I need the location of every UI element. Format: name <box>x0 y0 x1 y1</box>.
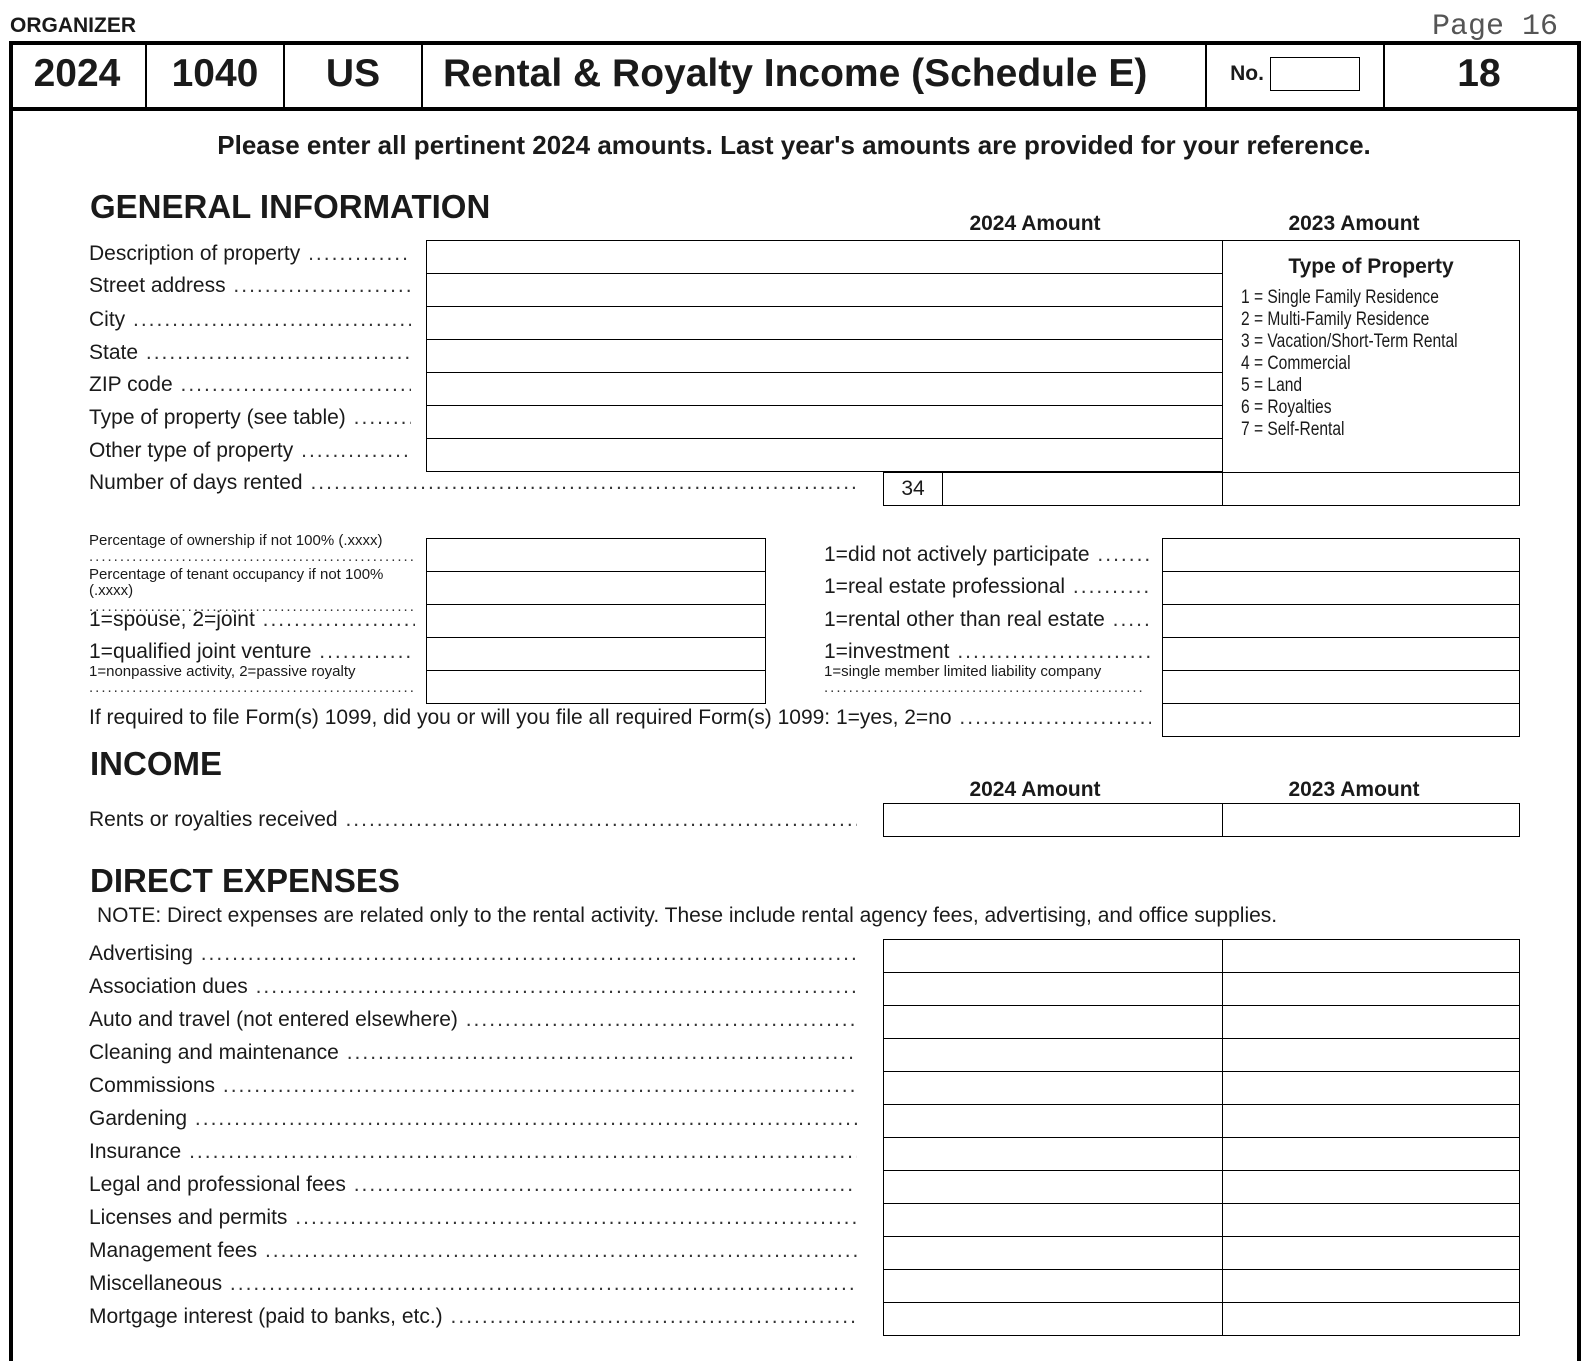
city-input[interactable] <box>426 306 1223 340</box>
section-heading-general: GENERAL INFORMATION <box>90 188 491 225</box>
expense-label: Mortgage interest (paid to banks, etc.) ..... <box>89 1305 857 1329</box>
label-spouse-joint: 1=spouse, 2=joint ..... <box>89 608 415 632</box>
state-input[interactable] <box>426 339 1223 373</box>
label-not-active: 1=did not actively participate ..... <box>824 543 1150 567</box>
label-other-type: Other type of property ..... <box>89 439 411 463</box>
col-2023-income: 2023 Amount <box>1288 778 1420 801</box>
expense-2024-input[interactable] <box>883 1137 1223 1171</box>
number-label: No. <box>1230 62 1264 85</box>
expense-2023-input[interactable] <box>1222 1038 1520 1072</box>
expense-2024-input[interactable] <box>883 1005 1223 1039</box>
expense-2023-input[interactable] <box>1222 939 1520 973</box>
expense-label: Auto and travel (not entered elsewhere) ..... <box>89 1008 857 1032</box>
expense-label: Management fees ..... <box>89 1239 857 1263</box>
legend-item: 3 = Vacation/Short-Term Rental <box>1241 331 1458 352</box>
number-input[interactable] <box>1270 57 1360 91</box>
label-street: Street address ..... <box>89 274 411 298</box>
label-investment: 1=investment ..... <box>824 640 1150 664</box>
expense-2023-input[interactable] <box>1222 1203 1520 1237</box>
label-qualified-jv: 1=qualified joint venture ..... <box>89 640 415 664</box>
legend-item: 7 = Self-Rental <box>1241 419 1345 440</box>
expense-2024-input[interactable] <box>883 1170 1223 1204</box>
smllc-input[interactable] <box>1162 670 1520 704</box>
label-description: Description of property ..... <box>89 242 411 266</box>
expense-2024-input[interactable] <box>883 939 1223 973</box>
street-input[interactable] <box>426 273 1223 307</box>
label-tenant-occupancy-pct: Percentage of tenant occupancy if not 100% (.xxxx) ..... <box>89 567 415 615</box>
label-rents-received: Rents or royalties received ..... <box>89 808 857 832</box>
days-rented-value[interactable]: 34 <box>883 472 943 506</box>
form-header <box>9 41 1581 111</box>
expense-2024-input[interactable] <box>883 1236 1223 1270</box>
legend-item: 4 = Commercial <box>1241 353 1351 374</box>
label-state: State ..... <box>89 341 411 365</box>
col-2024-general: 2024 Amount <box>969 212 1101 235</box>
instructions: Please enter all pertinent 2024 amounts. Last year's amounts are provided for your reference. <box>217 130 1371 160</box>
label-days-rented: Number of days rented ..... <box>89 471 855 495</box>
spouse-joint-input[interactable] <box>426 604 766 638</box>
label-type: Type of property (see table) ..... <box>89 406 411 430</box>
section-number: 18 <box>1457 52 1501 95</box>
label-smllc: 1=single member limited liability company ..... <box>824 664 1146 696</box>
direct-expenses-note: NOTE: Direct expenses are related only to the rental activity. These include rental agency fees, advertising, and office supplies. <box>97 904 1278 927</box>
expense-label: Commissions ..... <box>89 1074 857 1098</box>
description-input[interactable] <box>426 240 1223 274</box>
jurisdiction: US <box>285 41 423 107</box>
expense-label: Legal and professional fees ..... <box>89 1173 857 1197</box>
organizer-label: ORGANIZER <box>10 14 136 37</box>
rental-other-input[interactable] <box>1162 604 1520 638</box>
label-ownership-pct: Percentage of ownership if not 100% (.xxxx) ..... <box>89 533 415 565</box>
rents-2023-input[interactable] <box>1222 803 1520 837</box>
expense-label: Association dues ..... <box>89 975 857 999</box>
label-city: City ..... <box>89 308 411 332</box>
number-field-group <box>1207 41 1385 107</box>
property-type-legend <box>1222 240 1520 473</box>
expense-2024-input[interactable] <box>883 1269 1223 1303</box>
qualified-jv-input[interactable] <box>426 637 766 671</box>
zip-input[interactable] <box>426 372 1223 406</box>
label-form-1099: If required to file Form(s) 1099, did you or will you file all required Form(s) 1099: 1=yes, 2=no ..... <box>89 706 1151 730</box>
expense-2023-input[interactable] <box>1222 1005 1520 1039</box>
label-rental-other: 1=rental other than real estate ..... <box>824 608 1150 632</box>
expense-2023-input[interactable] <box>1222 1170 1520 1204</box>
type-input[interactable] <box>426 405 1223 439</box>
expense-2024-input[interactable] <box>883 972 1223 1006</box>
expense-2023-input[interactable] <box>1222 1104 1520 1138</box>
not-active-input[interactable] <box>1162 538 1520 572</box>
expense-2023-input[interactable] <box>1222 1269 1520 1303</box>
expense-label: Gardening ..... <box>89 1107 857 1131</box>
label-nonpassive: 1=nonpassive activity, 2=passive royalty ..... <box>89 664 415 696</box>
expense-label: Insurance ..... <box>89 1140 857 1164</box>
expense-2024-input[interactable] <box>883 1302 1223 1336</box>
re-professional-input[interactable] <box>1162 571 1520 605</box>
form-1099-input[interactable] <box>1162 703 1520 737</box>
expense-label: Cleaning and maintenance ..... <box>89 1041 857 1065</box>
col-2023-general: 2023 Amount <box>1288 212 1420 235</box>
expense-label: Licenses and permits ..... <box>89 1206 857 1230</box>
legend-title: Type of Property <box>1288 255 1454 278</box>
section-heading-income: INCOME <box>90 745 222 782</box>
expense-2023-input[interactable] <box>1222 1302 1520 1336</box>
investment-input[interactable] <box>1162 637 1520 671</box>
nonpassive-input[interactable] <box>426 670 766 704</box>
other-type-input[interactable] <box>426 438 1223 472</box>
tax-year: 2024 <box>9 41 147 107</box>
legend-item: 5 = Land <box>1241 375 1303 396</box>
expense-2023-input[interactable] <box>1222 1071 1520 1105</box>
legend-item: 6 = Royalties <box>1241 397 1332 418</box>
section-heading-direct-expenses: DIRECT EXPENSES <box>90 862 400 899</box>
form-title: Rental & Royalty Income (Schedule E) <box>423 41 1207 107</box>
days-rented-2023-input[interactable] <box>1222 472 1520 506</box>
rents-2024-input[interactable] <box>883 803 1223 837</box>
form-number: 1040 <box>147 41 285 107</box>
expense-2023-input[interactable] <box>1222 1137 1520 1171</box>
label-re-professional: 1=real estate professional ..... <box>824 575 1150 599</box>
expense-2023-input[interactable] <box>1222 1236 1520 1270</box>
days-rented-2024-input[interactable] <box>942 472 1223 506</box>
expense-2024-input[interactable] <box>883 1038 1223 1072</box>
expense-2024-input[interactable] <box>883 1104 1223 1138</box>
legend-item: 1 = Single Family Residence <box>1241 287 1439 308</box>
col-2024-income: 2024 Amount <box>969 778 1101 801</box>
legend-item: 2 = Multi-Family Residence <box>1241 309 1430 330</box>
expense-2024-input[interactable] <box>883 1071 1223 1105</box>
expense-2023-input[interactable] <box>1222 972 1520 1006</box>
expense-2024-input[interactable] <box>883 1203 1223 1237</box>
label-zip: ZIP code ..... <box>89 373 411 397</box>
expense-label: Miscellaneous ..... <box>89 1272 857 1296</box>
expense-label: Advertising ..... <box>89 942 857 966</box>
ownership-pct-input[interactable] <box>426 538 766 572</box>
page-number: Page 16 <box>1431 10 1558 44</box>
tenant-occupancy-input[interactable] <box>426 571 766 605</box>
